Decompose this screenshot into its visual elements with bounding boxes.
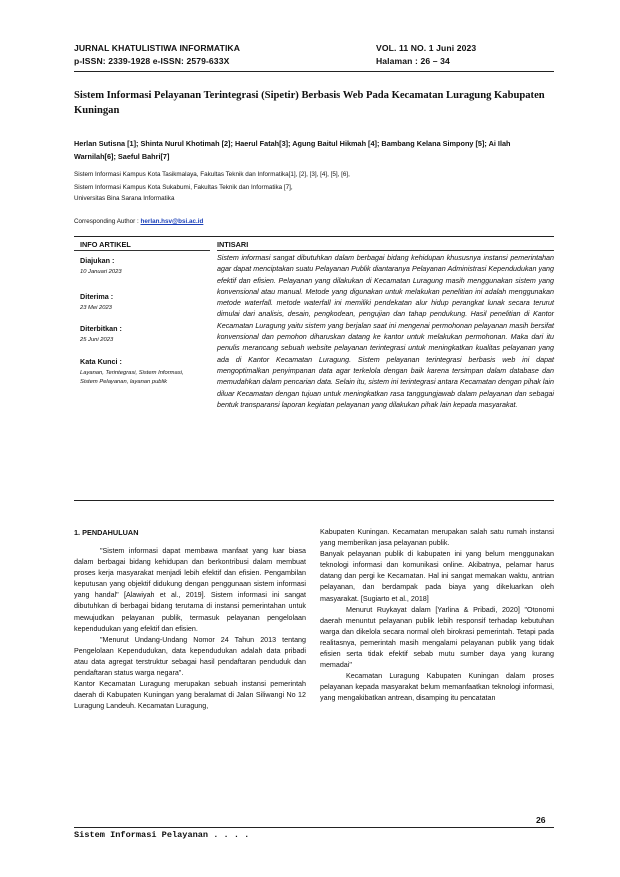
- info-artikel-heading: INFO ARTIKEL: [80, 240, 131, 249]
- author-list: Herlan Sutisna [1]; Shinta Nurul Khotimah [2]; Haerul Fatah[3]; Agung Baitul Hikmah [4]; Bambang Kelana Simpony [5]; Ai Ilah Warnilah[6]; Saeful Bahri[7]: [74, 139, 511, 161]
- left-paragraph-3: Kantor Kecamatan Luragung merupakan sebuah instansi pemerintah daerah di Kabupaten Kuningan yang beralamat di Jalan Siliwangi No 12 Luragung Landeuh. Kecamatan Luragung,: [74, 680, 306, 711]
- right-paragraph-3: Menurut Ruykayat dalam [Yarlina & Pribadi, 2020] "Otonomi daerah menuntut pelayanan publik lebih responsif terhadap kebutuhan warga dan dikelola secara normal oleh birokrasi pemerintah. Tetapi pada realitasnya, pemerintah masih mengalami pelayanan publik yang tidak efisien serta tidak efektif sebab mutu sumber daya yang kurang memadai": [320, 605, 554, 670]
- affiliation-3: Universitas Bina Sarana Informatika: [74, 195, 175, 202]
- left-column: [74, 546, 306, 712]
- info-box-top-rule: [74, 236, 554, 237]
- section-heading-pendahuluan: 1. PENDAHULUAN: [74, 528, 139, 537]
- right-paragraph-2: Banyak pelayanan publik di kabupaten ini yang belum menggunakan teknologi informasi dan komunikasi online. Akibatnya, pelamar harus datang dan pergi ke Kecamatan. Hal ini sangat memakan waktu, antrian pelayanan, dan berdampak pada biaya yang dikeluarkan oleh masyarakat. [Sugiarto et al., 2018]: [320, 550, 554, 603]
- journal-volume: VOL. 11 NO. 1 Juni 2023: [376, 43, 477, 53]
- diterima-value: 23 Mei 2023: [80, 305, 112, 311]
- corresponding-email-link[interactable]: herlan.hsv@bsi.ac.id: [140, 218, 204, 225]
- intisari-heading: INTISARI: [217, 240, 249, 249]
- journal-issn: p-ISSN: 2339-1928 e-ISSN: 2579-633X: [74, 56, 230, 66]
- right-paragraph-1: Kabupaten Kuningan. Kecamatan merupakan salah satu rumah instansi yang memberikan jasa pelayanan publik.: [320, 528, 554, 548]
- paper-title: Sistem Informasi Pelayanan Terintegrasi (Sipetir) Berbasis Web Pada Kecamatan Luragung Kabupaten Kuningan: [74, 90, 545, 116]
- diterima-label: Diterima :: [80, 292, 114, 301]
- left-paragraph-1: "Sistem informasi dapat membawa manfaat yang luar biasa dalam berbagai bidang kehidupan dan berkontribusi dalam membuat proses kerja masyarakat menjadi lebih efektif dan efisien. Pengambilan keputusan yang objektif didukung dengan penggunaan sistem informasi yang handal" [Alawiyah et al., 2019]. Sistem informasi ini sangat dibutuhkan di berbagai bidang terutama di instansi pemerintahan untuk mewujudkan pelayanan publik, termasuk pelayanan pengelolaan kependudukan yang efektif dan efisien.: [74, 547, 306, 633]
- corresponding-author: [74, 217, 554, 227]
- intisari-heading-rule: [217, 250, 554, 251]
- header-rule: [74, 71, 554, 72]
- info-heading-rule: [74, 250, 210, 251]
- diajukan-value: 10 Januari 2023: [80, 269, 122, 275]
- affiliation-2: Sistem Informasi Kampus Kota Sukabumi, Fakultas Teknik dan Informatika [7],: [74, 184, 293, 191]
- journal-pages: Halaman : 26 – 34: [376, 56, 450, 66]
- diterbitkan-label: Diterbitkan :: [80, 324, 122, 333]
- right-paragraph-4: Kecamatan Luragung Kabupaten Kuningan dalam proses pelayanan kepada masyarakat belum memanfaatkan teknologi informasi, yang mengakibatkan antrean, disamping itu pencatatan: [320, 672, 554, 703]
- right-column: [320, 527, 554, 705]
- diterbitkan-value: 25 Juni 2023: [80, 337, 114, 343]
- page-number: 26: [536, 815, 546, 825]
- kata-kunci-value: Layanan, Terintegrasi, Sistem Informasi, Sistem Pelayanan, layanan publik: [80, 370, 184, 385]
- affiliation-1: Sistem Informasi Kampus Kota Tasikmalaya, Fakultas Teknik dan Informatika[1], [2], [3], [4], [5], [6],: [74, 171, 350, 178]
- info-box-bottom-rule: [74, 500, 554, 501]
- left-paragraph-2: "Menurut Undang-Undang Nomor 24 Tahun 2013 tentang Pengelolaan Kependudukan, data kependudukan adalah data pribadi atau data agregat terstruktur sebagai hasil pendaftaran penduduk dan pendaftaran status warga negara".: [74, 635, 306, 678]
- diajukan-label: Diajukan :: [80, 256, 115, 265]
- corresponding-label: Corresponding Author :: [74, 218, 141, 225]
- kata-kunci-label: Kata Kunci :: [80, 357, 122, 366]
- journal-name: JURNAL KHATULISTIWA INFORMATIKA: [74, 43, 241, 53]
- abstract-text: Sistem informasi sangat dibutuhkan dalam berbagai bidang kehidupan khususnya instansi pemerintahan agar dapat menciptakan suatu Pelayanan Publik diantaranya Pelayanan Administrasi Kependudukan yang efektif dan efisien. Pelayanan yang dilakukan di Kecamatan Luragung masih menggunakan sistem yang konvensional atau manual. Metode yang digunakan untuk melakukan penelitian ini adalah menggunakan metode waterfall. metode waterfall ini memiliki pendekatan alur hidup perangkat lunak secara terurut dimulai dari analisis, desain, pengkodean, pengujian dan tahap pendukung. Hasil penelitian di Kantor Kecamatan Luragung yaitu sistem yang berjalan saat ini mengenai permohonan pelayanan masih bersifat konvensional dan pemohon diharuskan datang ke kantor untuk melakukan permohonan. Maka dari itu penulis merancang sebuah website pelayanan terintegrasi untuk meningkatkan kualitas pelayanan yang ada di Kantor Kecamatan Luragung. Sistem pelayanan terintegrasi berbasis web ini dapat mengoptimalkan penyimpanan data agar terkelola dengan baik karena tersimpan dalam database dan memudahkan dalam pencarian data. Selain itu, sistem ini terintegrasi antara Kecamatan dengan pihak lain diluar Kecamatan dengan tujuan untuk meningkatkan rasa tanggungjawab dalam pelayanan dan sebagai bentuk transparansi laporan kegiatan pelayanan yang dilakukan pihak lain kepada masyarakat.: [217, 254, 554, 409]
- running-title: Sistem Informasi Pelayanan . . . .: [74, 830, 250, 840]
- footer-rule: [74, 827, 554, 828]
